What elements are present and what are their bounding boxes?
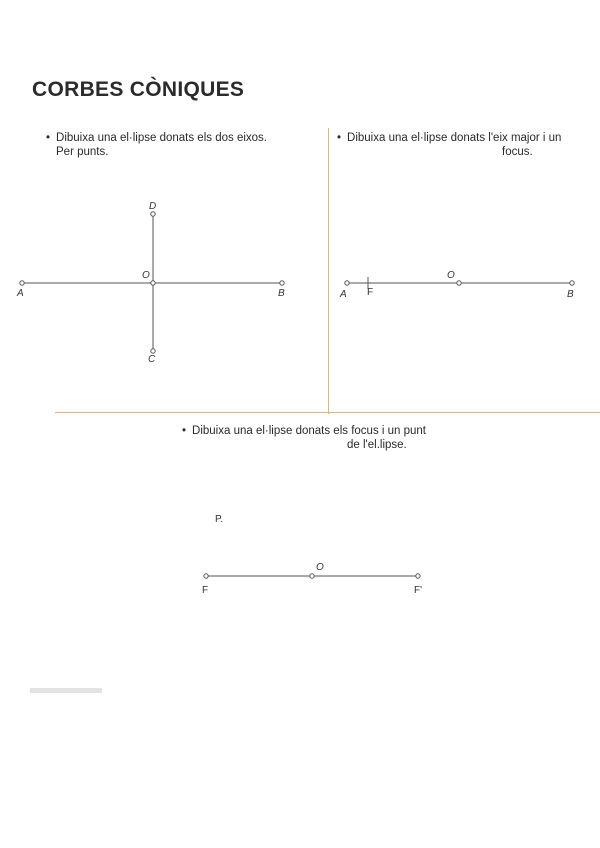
label-f: F: [202, 585, 209, 596]
scan-artifact: [30, 688, 102, 693]
point-b: [280, 281, 284, 285]
exercise1-line1: Dibuixa una el·lipse donats els dos eixos.: [56, 132, 267, 144]
point-c: [151, 349, 155, 353]
label-a: A: [17, 288, 24, 299]
point-f-prime: [416, 574, 420, 578]
bullet: •: [46, 132, 51, 144]
label-b: B: [278, 288, 285, 299]
exercise1-line2: Per punts.: [56, 146, 109, 158]
point-o: [310, 574, 314, 578]
label-f-prime: F': [414, 585, 423, 596]
exercise1-figure: [20, 212, 284, 353]
label-p: P.: [215, 514, 224, 525]
point-b: [570, 281, 574, 285]
page-title: CORBES CÒNIQUES: [32, 78, 245, 101]
point-o: [457, 281, 461, 285]
point-a: [20, 281, 24, 285]
exercise2-line2: focus.: [502, 146, 533, 158]
point-o: [151, 281, 155, 285]
label-o: O: [142, 270, 150, 281]
label-d: D: [149, 201, 157, 212]
exercise2-figure: [345, 277, 574, 289]
label-o: O: [316, 562, 324, 573]
exercise3-line1: Dibuixa una el·lipse donats els focus i un punt: [192, 425, 427, 437]
exercise3-figure: [204, 574, 420, 578]
point-d: [151, 212, 155, 216]
bullet: •: [337, 132, 342, 144]
label-o: O: [447, 270, 455, 281]
exercise3-line2: de l'el.lipse.: [347, 439, 407, 451]
bullet: •: [182, 425, 187, 437]
exercise2-line1: Dibuixa una el·lipse donats l'eix major i un: [347, 132, 562, 144]
label-f: F: [367, 287, 374, 298]
point-f: [204, 574, 208, 578]
label-c: C: [148, 354, 156, 365]
point-a: [345, 281, 349, 285]
label-a: A: [340, 289, 347, 300]
label-b: B: [567, 289, 574, 300]
